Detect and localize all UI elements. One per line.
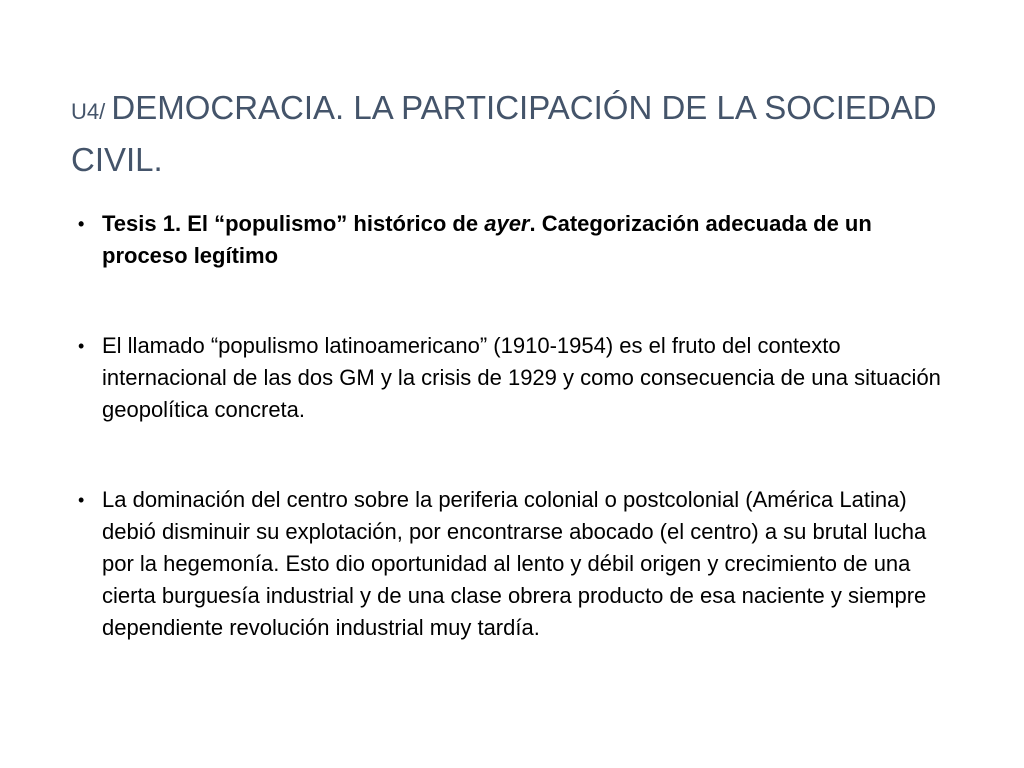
bullet-item-domination	[78, 484, 958, 644]
bullet-item-thesis	[78, 208, 958, 272]
thesis-text-italic: ayer	[484, 211, 530, 236]
thesis-text-before: Tesis 1. El “populismo” histórico de	[102, 211, 485, 236]
title-prefix: U4/	[71, 99, 112, 124]
bullet-icon: •	[78, 490, 85, 510]
title-main: DEMOCRACIA. LA PARTICIPACIÓN DE LA SOCIEDAD CIVIL.	[71, 89, 937, 178]
populism-text: El llamado “populismo latinoamericano” (1910-1954) es el fruto del contexto internacional de las dos GM y la crisis de 1929 y como consecuencia de una situación geopolítica concreta.	[102, 333, 941, 422]
bullet-icon: •	[78, 214, 85, 234]
bullet-list	[78, 208, 958, 644]
slide-title	[71, 84, 951, 184]
bullet-icon: •	[78, 336, 85, 356]
thesis-text-after: . Categorización adecuada de un proceso legítimo	[102, 211, 872, 268]
domination-text: La dominación del centro sobre la periferia colonial o postcolonial (América Latina) debió disminuir su explotación, por encontrarse abocado (el centro) a su brutal lucha por la hegemonía. Esto dio oportunidad al lento y débil origen y crecimiento de una cierta burguesía industrial y de una clase obrera producto de esa naciente y siempre dependiente revolución industrial muy tardía.	[102, 487, 927, 640]
bullet-item-populism	[78, 330, 958, 426]
